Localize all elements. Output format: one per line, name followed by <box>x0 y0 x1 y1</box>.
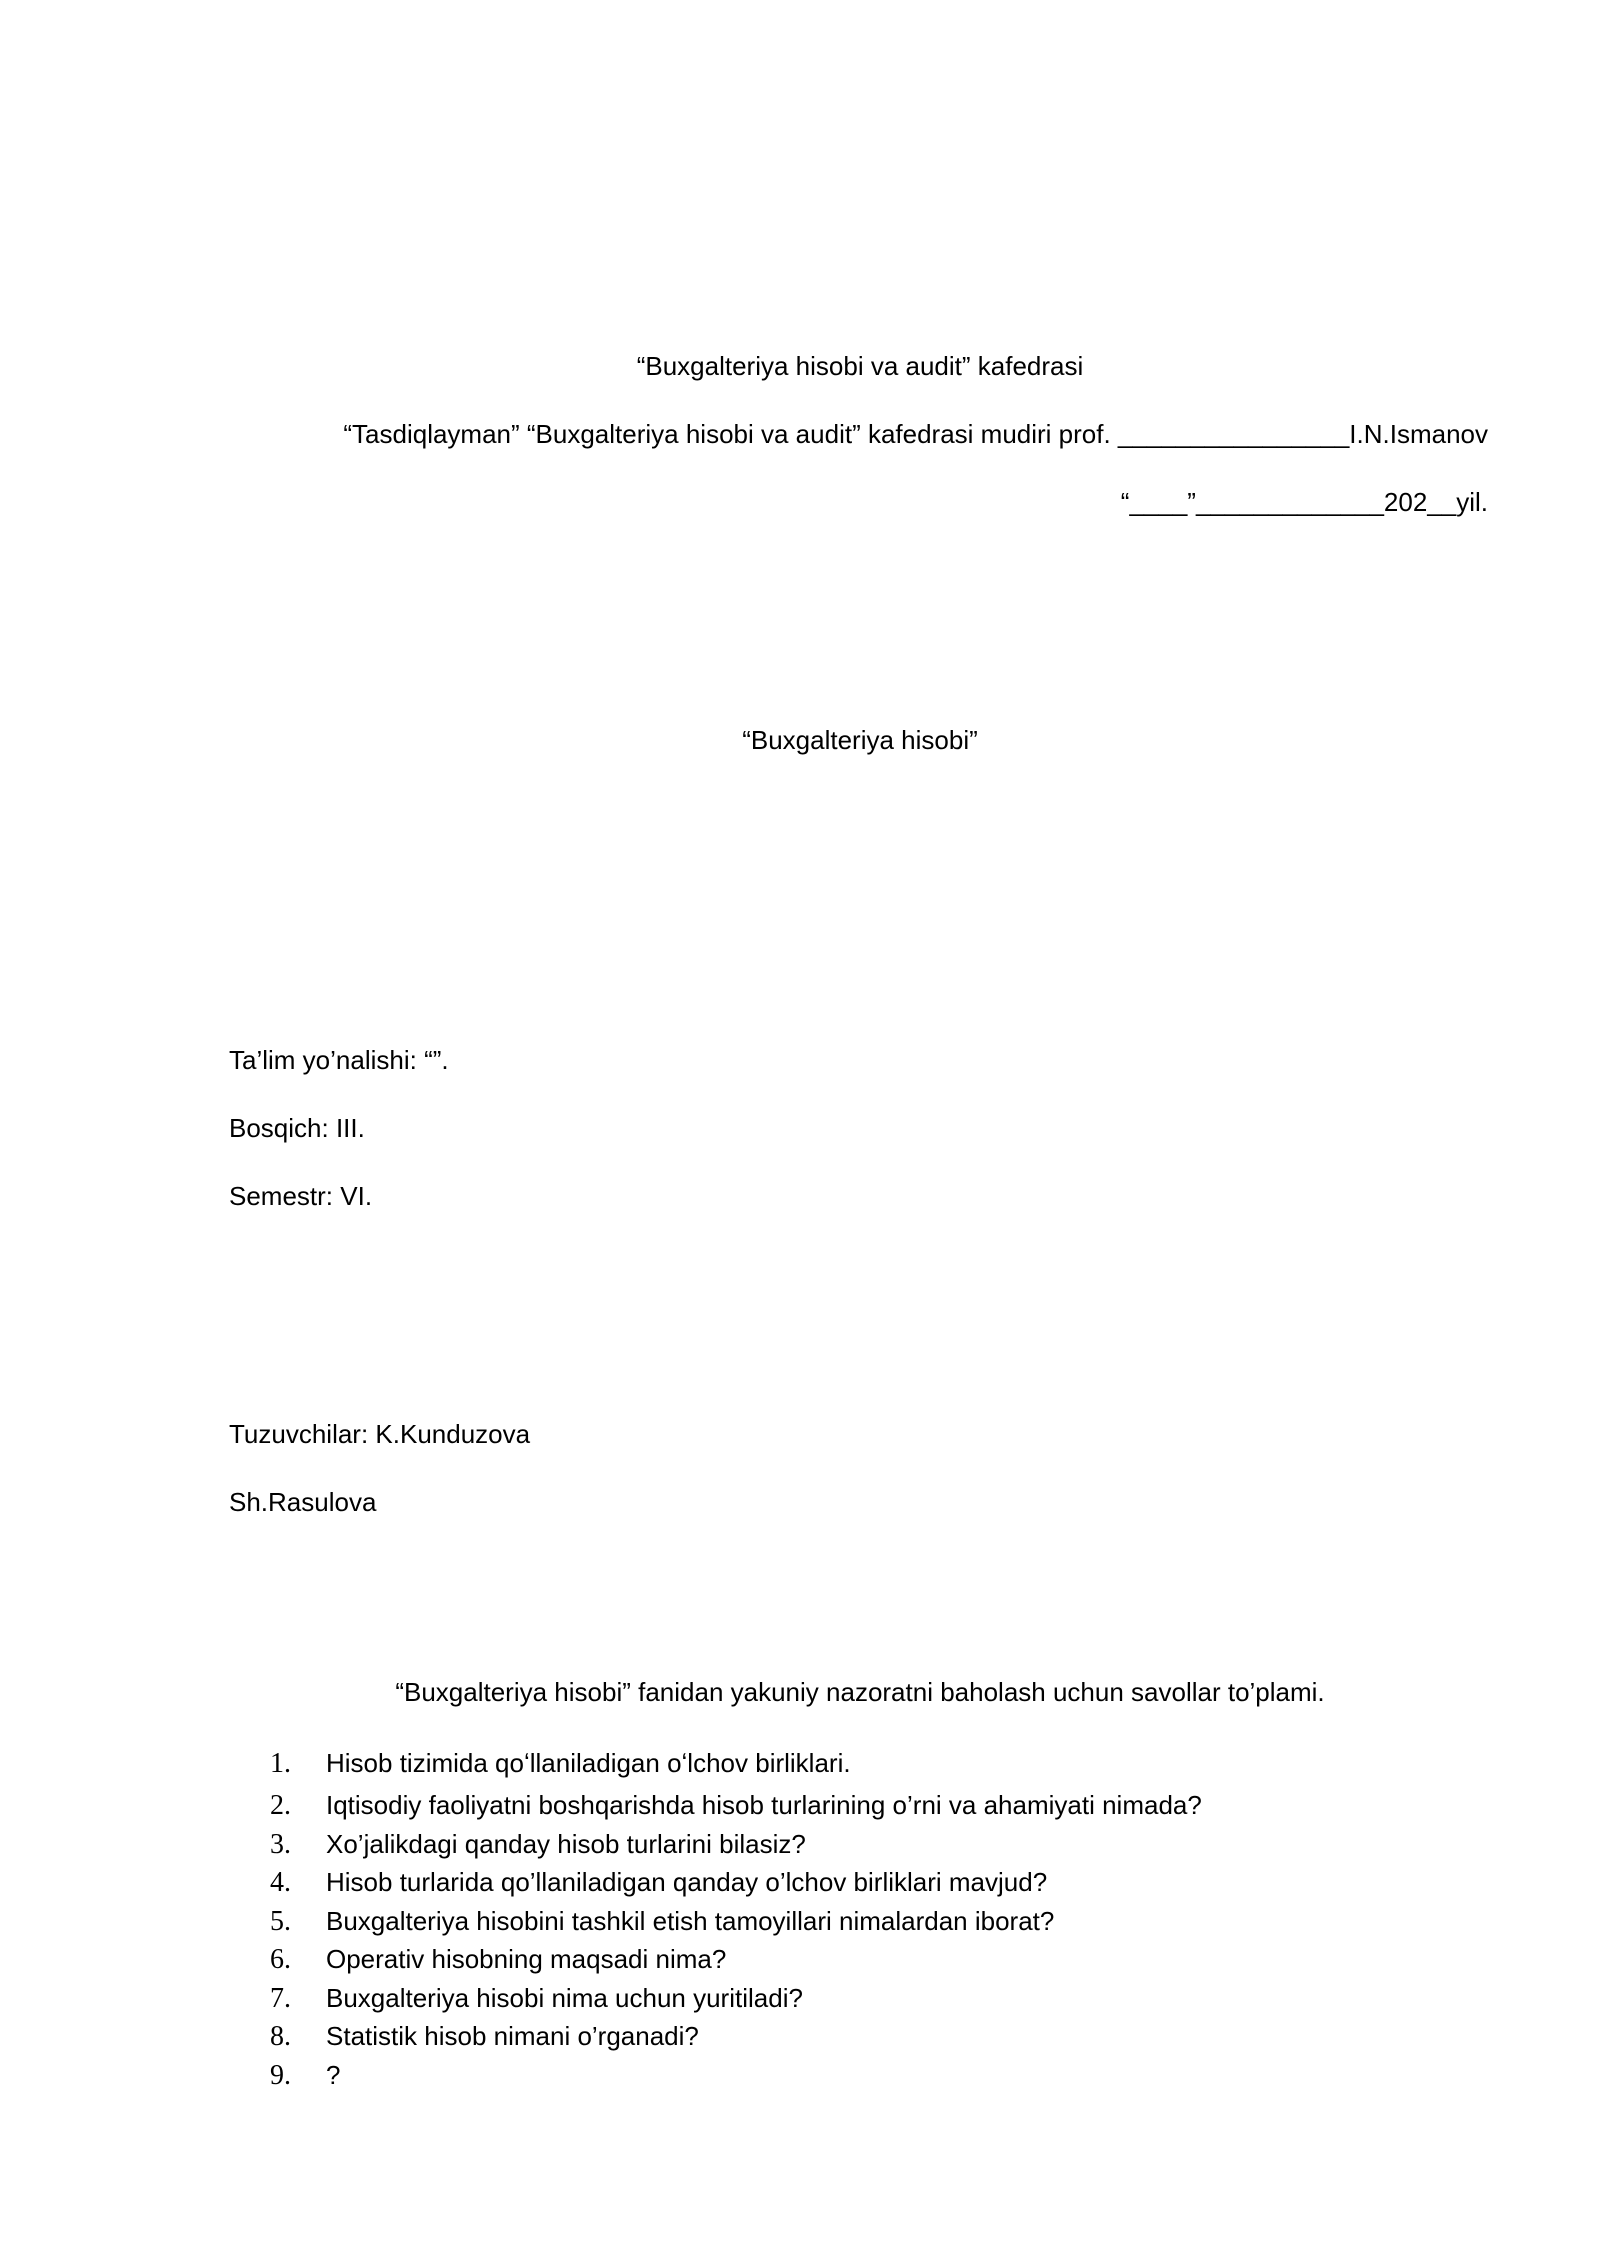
item-number: 7. <box>270 1982 291 2014</box>
item-number: 9. <box>270 2059 291 2091</box>
item-text: Hisob turlarida qo’llaniladigan qanday o’lchov birliklari mavjud? <box>326 1867 1048 1897</box>
item-text: Buxgalteriya hisobi nima uchun yuritiladi? <box>326 1982 803 2013</box>
stage-line: Bosqich: III. <box>229 1113 365 1143</box>
date-line: “____”_____________202__yil. <box>1120 487 1488 517</box>
list-item <box>270 1983 1202 2022</box>
item-number: 3. <box>270 1828 291 1860</box>
questions-title: “Buxgalteriya hisobi” fanidan yakuniy nazoratni baholash uchun savollar to’plami. <box>395 1677 1325 1707</box>
questions-list <box>270 1748 1202 2098</box>
item-text: Operativ hisobning maqsadi nima? <box>326 1944 727 1974</box>
list-item <box>270 2021 1202 2060</box>
item-text: ? <box>326 2059 341 2090</box>
subject-title: “Buxgalteriya hisobi” <box>742 725 978 755</box>
list-item <box>270 1867 1202 1906</box>
item-number: 2. <box>270 1790 291 1821</box>
item-number: 6. <box>270 1944 291 1975</box>
list-item <box>270 1944 1202 1983</box>
item-number: 5. <box>270 1905 291 1937</box>
item-number: 4. <box>270 1867 291 1898</box>
item-number: 8. <box>270 2021 291 2052</box>
item-text: Statistik hisob nimani o’rganadi? <box>326 2021 699 2051</box>
list-item <box>270 2060 1202 2099</box>
item-text: Buxgalteriya hisobini tashkil etish tamoyillari nimalardan iborat? <box>326 1905 1055 1936</box>
approval-line: “Tasdiqlayman” “Buxgalteriya hisobi va audit” kafedrasi mudiri prof. ________________I.N.Ismanov <box>343 419 1488 449</box>
second-author-line: Sh.Rasulova <box>229 1487 377 1517</box>
item-text: Iqtisodiy faoliyatni boshqarishda hisob turlarining o’rni va ahamiyati nimada? <box>326 1790 1202 1820</box>
list-item <box>270 1790 1202 1829</box>
semester-line: Semestr: VI. <box>229 1181 373 1211</box>
item-text: Hisob tizimida qoʻllaniladigan oʻlchov birliklari. <box>326 1748 851 1778</box>
authors-line: Tuzuvchilar: K.Kunduzova <box>229 1419 531 1449</box>
list-item <box>270 1748 1202 1790</box>
list-item <box>270 1829 1202 1868</box>
department-title: “Buxgalteriya hisobi va audit” kafedrasi <box>636 351 1084 381</box>
list-item <box>270 1906 1202 1945</box>
item-text: Xo’jalikdagi qanday hisob turlarini bilasiz? <box>326 1828 806 1859</box>
education-direction: Ta’lim yo’nalishi: “”. <box>229 1045 449 1075</box>
item-number: 1. <box>270 1748 291 1779</box>
